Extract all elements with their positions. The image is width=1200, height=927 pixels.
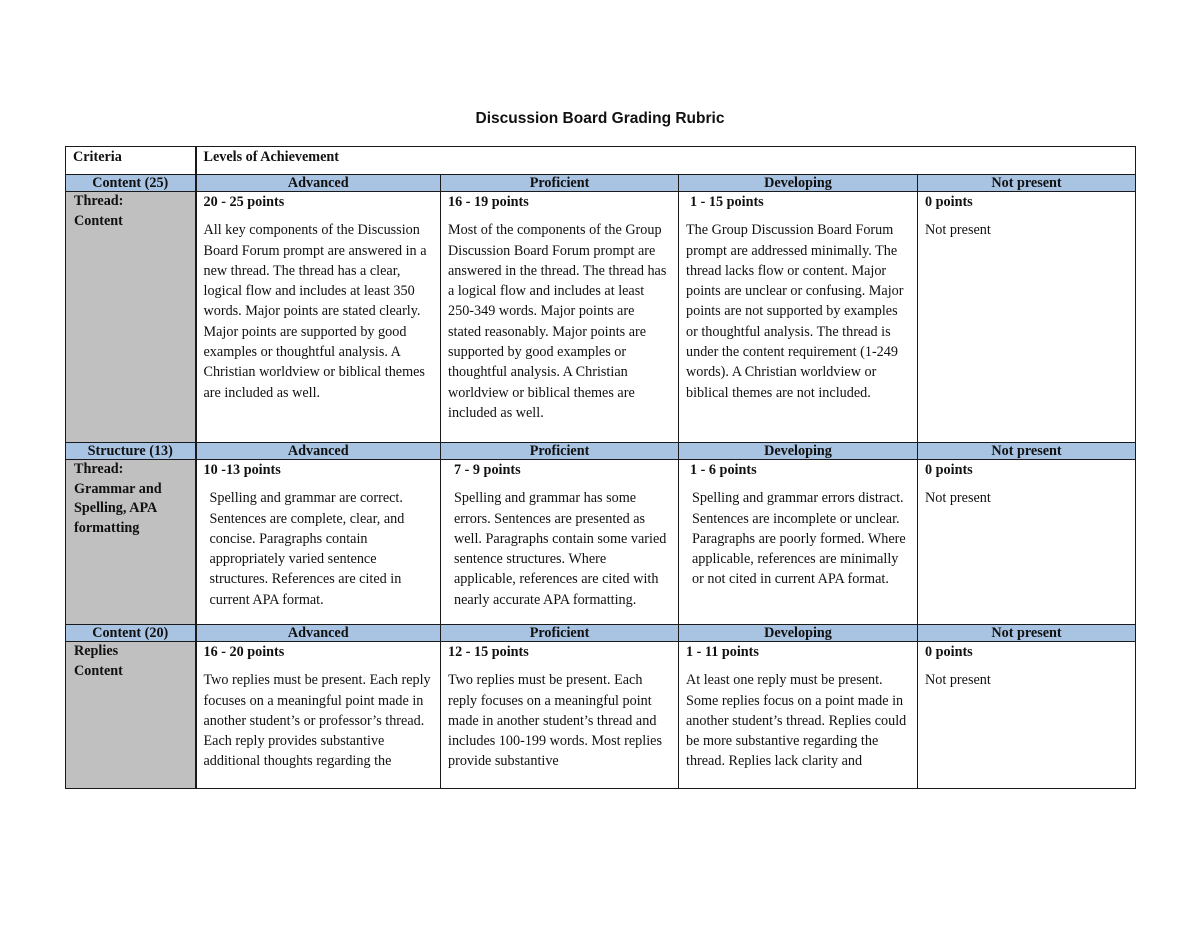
points-label: 1 - 6 points	[690, 462, 757, 478]
criterion-line: formatting	[74, 519, 140, 536]
points-label: 0 points	[925, 644, 973, 660]
section-band-structure	[66, 443, 1136, 460]
level-cell-not-present	[918, 642, 1136, 789]
level-cell-developing	[679, 460, 918, 625]
grading-rubric-table	[65, 146, 1136, 789]
level-cell-proficient	[441, 642, 679, 789]
criterion-line: Replies	[74, 643, 119, 659]
level-description: Spelling and grammar has some errors. Sentences are presented as well. Paragraphs contain some varied sentence structures. Where applicable, references are cited with nearly accurate APA formatting.	[454, 490, 667, 608]
points-label: 0 points	[925, 194, 973, 210]
level-description: Not present	[925, 490, 991, 507]
points-label: 7 - 9 points	[454, 462, 521, 478]
table-header-row	[66, 147, 1136, 175]
levels-header: Levels of Achievement	[196, 147, 1136, 175]
level-heading: Not present	[918, 175, 1136, 192]
level-cell-proficient	[441, 460, 679, 625]
criterion-label	[66, 192, 196, 443]
criterion-line: Grammar and	[74, 480, 162, 497]
level-description: At least one reply must be present. Some replies focus on a point made in another student’s thread. Replies could be more substantive regarding the thread. Replies lack clarity and	[686, 672, 907, 770]
level-description: Most of the components of the Group Discussion Board Forum prompt are answered in the thread. The thread has a logical flow and includes at least 250-349 words. Major points are stated reasonably. Major points are supported by good examples or thoughtful analysis. A Christian worldview or biblical themes are included as well.	[448, 222, 667, 421]
level-cell-developing	[679, 642, 918, 789]
level-description: All key components of the Discussion Board Forum prompt are answered in a new thread. The thread has a clear, logical flow and includes at least 350 words. Major points are stated clearly. Major points are supported by good examples or thoughtful analysis. A Christian worldview or biblical themes are included as well.	[203, 222, 427, 401]
level-heading: Proficient	[441, 443, 679, 460]
points-label: 20 - 25 points	[203, 194, 285, 210]
section-label: Content (25)	[66, 175, 196, 192]
level-heading: Advanced	[196, 175, 441, 192]
level-cell-advanced	[196, 460, 441, 625]
level-description: Not present	[925, 222, 991, 239]
level-cell-advanced	[196, 192, 441, 443]
level-cell-proficient	[441, 192, 679, 443]
level-heading: Proficient	[441, 175, 679, 192]
points-label: 1 - 15 points	[690, 194, 764, 210]
criterion-row-replies-content	[66, 642, 1136, 789]
level-cell-not-present	[918, 192, 1136, 443]
points-label: 16 - 20 points	[203, 644, 285, 660]
section-band-content-replies	[66, 625, 1136, 642]
section-band-content-thread	[66, 175, 1136, 192]
level-description: Two replies must be present. Each reply focuses on a meaningful point made in another student’s thread and includes 100-199 words. Most replies provide substantive	[448, 672, 662, 770]
level-description: Spelling and grammar errors distract. Sentences are incomplete or unclear. Paragraphs are poorly formed. Where applicable, references are minimally or not cited in current APA format.	[692, 490, 906, 588]
criterion-line: Spelling, APA	[74, 500, 158, 516]
level-heading: Advanced	[196, 625, 441, 642]
level-cell-advanced	[196, 642, 441, 789]
level-description: The Group Discussion Board Forum prompt are addressed minimally. The thread lacks flow or content. Major points are unclear or confusing. Major points are not supported by examples or thoughtful analysis. The thread is under the content requirement (1-249 words). A Christian worldview or biblical themes are not included.	[686, 222, 904, 401]
level-heading: Not present	[918, 625, 1136, 642]
level-description: Not present	[925, 672, 991, 689]
points-label: 1 - 11 points	[686, 644, 759, 660]
section-label: Structure (13)	[66, 443, 196, 460]
points-label: 16 - 19 points	[448, 194, 529, 210]
level-heading: Not present	[918, 443, 1136, 460]
criterion-line: Content	[74, 212, 123, 229]
level-heading: Proficient	[441, 625, 679, 642]
criterion-row-thread-content	[66, 192, 1136, 443]
criterion-row-grammar-spelling	[66, 460, 1136, 625]
points-label: 12 - 15 points	[448, 644, 529, 660]
criterion-label	[66, 460, 196, 625]
level-cell-developing	[679, 192, 918, 443]
criteria-header: Criteria	[66, 147, 196, 175]
document-title: Discussion Board Grading Rubric	[475, 110, 725, 127]
criterion-label	[66, 642, 196, 789]
level-heading: Developing	[679, 175, 918, 192]
criterion-line: Content	[74, 662, 123, 679]
level-heading: Developing	[679, 625, 918, 642]
level-description: Spelling and grammar are correct. Sentences are complete, clear, and concise. Paragraphs contain appropriately varied sentence structures. References are cited in current APA format.	[209, 490, 405, 608]
criterion-line: Thread:	[74, 193, 124, 209]
level-cell-not-present	[918, 460, 1136, 625]
criterion-line: Thread:	[74, 461, 124, 477]
points-label: 10 -13 points	[203, 462, 281, 478]
level-heading: Advanced	[196, 443, 441, 460]
section-label: Content (20)	[66, 625, 196, 642]
level-description: Two replies must be present. Each reply focuses on a meaningful point made in another student’s or professor’s thread. Each reply provides substantive additional thoughts regarding the	[203, 672, 431, 770]
points-label: 0 points	[925, 462, 973, 478]
level-heading: Developing	[679, 443, 918, 460]
